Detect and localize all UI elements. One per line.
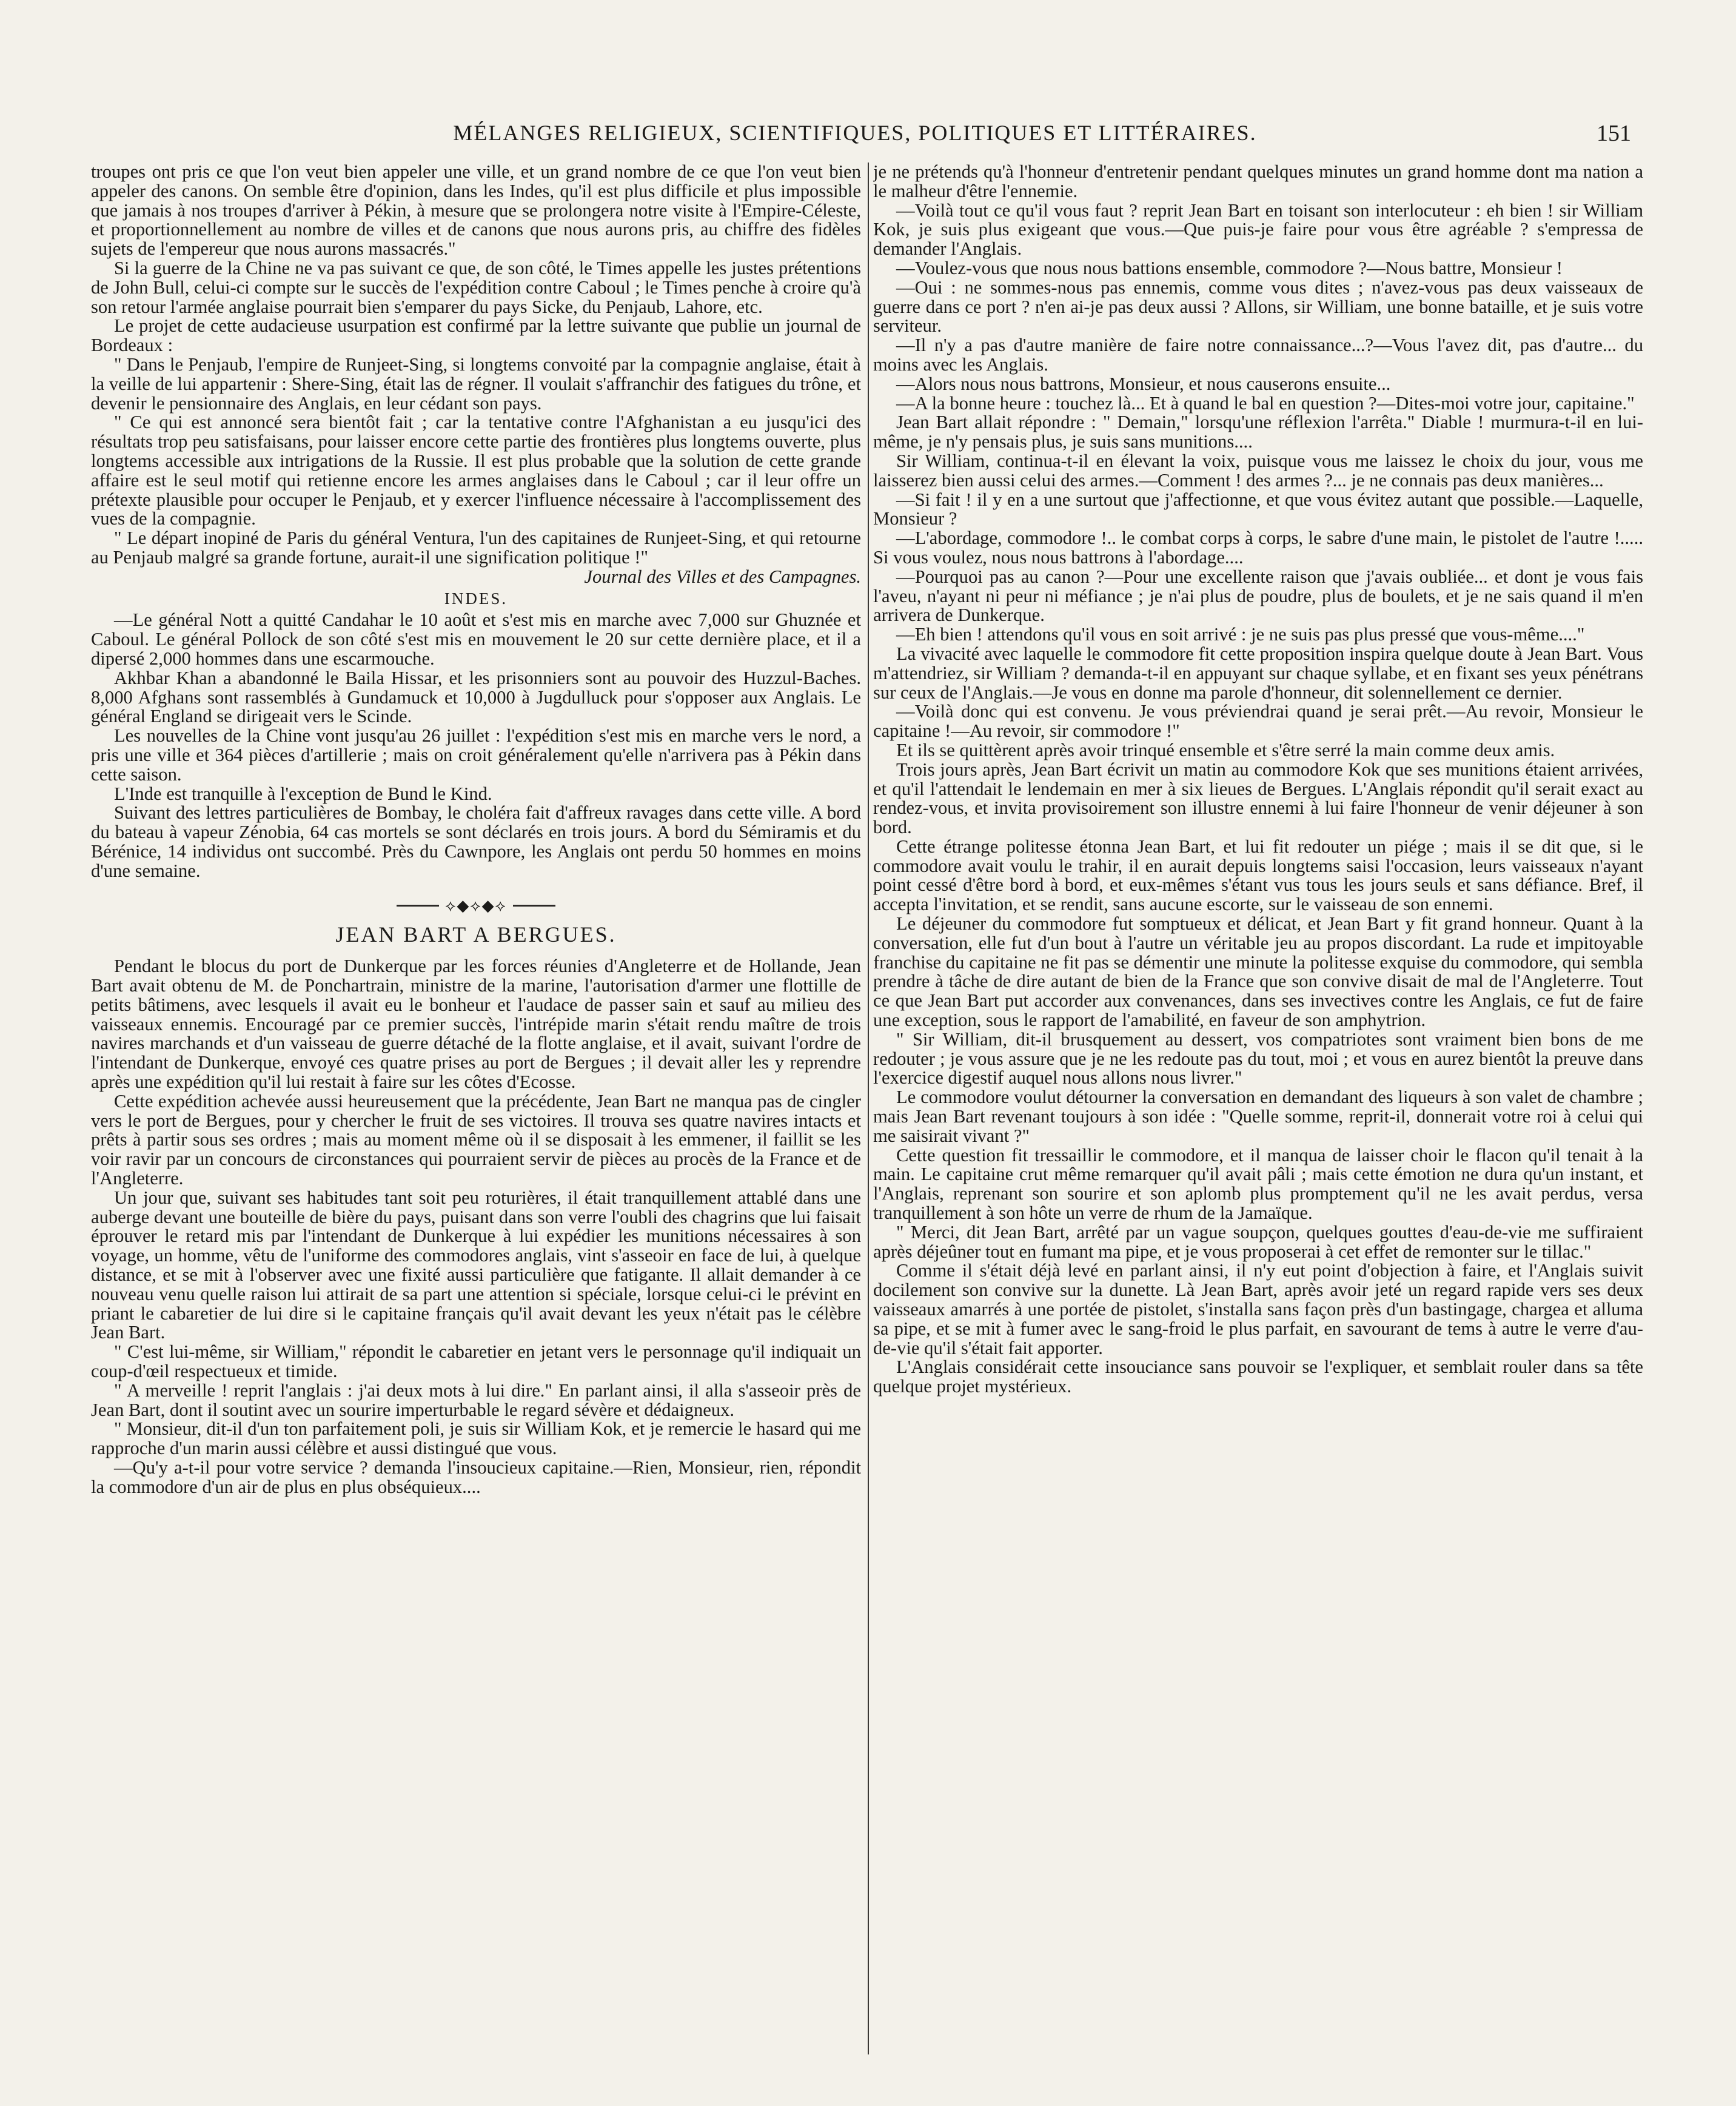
section-heading-indes: INDES.: [444, 589, 508, 608]
column-divider: [868, 163, 869, 2054]
paragraph: " Dans le Penjaub, l'empire de Runjeet-Sing, si longtems convoité par la compagnie anglaise, était à la veille de lui appartenir : Shere-Sing, était las de régner. Il voulait s'affranchir des fatigues du trône, et devenir le pensionnaire des Anglais, en leur cédant son pays.: [91, 354, 861, 414]
ornament-knot: ⟡◆⟡◆⟡: [445, 896, 507, 914]
paragraph: L'Anglais considérait cette insouciance sans pouvoir se l'expliquer, et semblait rouler dans sa tête quelque projet mystérieux.: [873, 1356, 1643, 1397]
paragraph: —Il n'y a pas d'autre manière de faire notre connaissance...?—Vous l'avez dit, pas d'autre... du moins avec les Anglais.: [873, 335, 1643, 375]
paragraph: La vivacité avec laquelle le commodore fit cette proposition inspira quelque doute à Jean Bart. Vous m'attendriez, sir William ? demanda-t-il en appuyant sur chaque syllabe, et en fixant ses yeux pénétrans sur ceux de l'Anglais.—Je vous en donne ma parole d'honneur, dit solennellement ce dernier.: [873, 643, 1643, 703]
paragraph: —L'abordage, commodore !.. le combat corps à corps, le sabre d'une main, le pistolet de l'autre !..... Si vous voulez, nous nous battrons à l'abordage....: [873, 528, 1643, 568]
paragraph: —Si fait ! il y en a une surtout que j'affectionne, et que vous évitez autant que possible.—Laquelle, Monsieur ?: [873, 489, 1643, 529]
paragraph: —Voilà tout ce qu'il vous faut ? reprit Jean Bart en toisant son interlocuteur : eh bien ! sir William Kok, je suis plus exigeant que vous.—Que puis-je faire pour vous être agréable ? s'empressa de demander l'Anglais.: [873, 200, 1643, 260]
paragraph: " Ce qui est annoncé sera bientôt fait ; car la tentative contre l'Afghanistan a eu jusqu'ici des résultats trop peu satisfaisans, pour laisser encore cette partie des frontières plus longtems ouverte, plus longtems accessible aux intrigations de la Russie. Il est plus probable que la solution de cette grande affaire est le seul motif qui retienne encore les armes anglaises dans le Caboul ; car il leur offre un prétexte plausible pour occuper le Penjaub, et y exercer l'influence nécessaire à l'accomplissement des vues de la compagnie.: [91, 412, 861, 529]
right-column: [873, 163, 1643, 2054]
paragraph: Trois jours après, Jean Bart écrivit un matin au commodore Kok que ses munitions étaient arrivées, et qu'il l'attendait le lendemain en mer à six lieues de Bergues. L'Anglais répondit qu'il serait exact au rendez-vous, et invita provisoirement son illustre ennemi à lui faire l'honneur de venir déjeuner à son bord.: [873, 759, 1643, 838]
page-header: [79, 120, 1631, 152]
paragraph: —Qu'y a-t-il pour votre service ? demanda l'insoucieux capitaine.—Rien, Monsieur, rien, répondit la commodore d'un air de plus en plus obséquieux....: [91, 1457, 861, 1497]
paragraph: —Oui : ne sommes-nous pas ennemis, comme vous dites ; n'avez-vous pas deux vaisseaux de guerre dans ce port ? n'en ai-je pas deux aussi ? Allons, sir William, une bonne bataille, et je suis votre serviteur.: [873, 277, 1643, 337]
ornament-bar-left: [397, 905, 439, 907]
paragraph: Le déjeuner du commodore fut somptueux et délicat, et Jean Bart y fit grand honneur. Quant à la conversation, elle fut d'un bout à l'autre un véritable jeu au propos discordant. La rude et impitoyable franchise du capitaine ne fit pas se démentir une minute la politesse exquise du commodore, qui sembla prendre à tâche de dire autant de bien de la France que son convive disait de mal de l'Angleterre. Tout ce que Jean Bart put accorder aux convenances, dans ses invectives contre les Anglais, ce fut de faire une exception, sous le rapport de l'amabilité, en faveur de son amphytrion.: [873, 913, 1643, 1031]
paragraph: " A merveille ! reprit l'anglais : j'ai deux mots à lui dire." En parlant ainsi, il alla s'asseoir près de Jean Bart, dont il soutint avec un sourire imperturbable le regard sévère et dédaigneux.: [91, 1380, 861, 1420]
paragraph: " Monsieur, dit-il d'un ton parfaitement poli, je suis sir William Kok, et je remercie le hasard qui me rapproche d'un marin aussi célèbre et aussi distingué que vous.: [91, 1418, 861, 1459]
left-column: [91, 163, 861, 2054]
paragraph: Le commodore voulut détourner la conversation en demandant des liqueurs à son valet de chambre ; mais Jean Bart revenant toujours à son idée : "Quelle somme, reprit-il, donnerait votre roi à celui qui me saisirait vivant ?": [873, 1087, 1643, 1146]
paragraph: Un jour que, suivant ses habitudes tant soit peu roturières, il était tranquillement attablé dans une auberge devant une bouteille de bière du pays, puisant dans son verre l'oubli des chagrins que lui faisait éprouver le retard mis par l'intendant de Dunkerque à lui expédier les munitions nécessaires à son voyage, un homme, vêtu de l'uniforme des commodores anglais, vint s'asseoir en face de lui, à quelque distance, et se mit à l'observer avec une fixité aussi particulière que fatigante. Il allait demander à ce nouveau venu quelle raison lui attirait de sa part une attention si spéciale, lorsque celui-ci le prévint en priant le cabaretier de lui dire si le capitaine français qu'il avait devant les yeux n'était pas le célèbre Jean Bart.: [91, 1187, 861, 1343]
paragraph: —Alors nous nous battrons, Monsieur, et nous causerons ensuite...: [896, 373, 1391, 394]
paragraph: Les nouvelles de la Chine vont jusqu'au 26 juillet : l'expédition s'est mis en marche vers le nord, a pris une ville et 364 pièces d'artillerie ; mais on croit généralement qu'elle n'arrivera pas à Pékin dans cette saison.: [91, 725, 861, 785]
paragraph: —A la bonne heure : touchez là... Et à quand le bal en question ?—Dites-moi votre jour, capitaine.": [896, 392, 1635, 414]
paragraph: Comme il s'était déjà levé en parlant ainsi, il n'y eut point d'objection à faire, et l'Anglais suivit docilement son convive sur la dunette. Là Jean Bart, après avoir jeté un regard rapide vers ses deux vaisseaux amarrés à une portée de pistolet, s'installa sans façon près d'un bastingage, chargea et alluma sa pipe, et se mit à fumer avec le sang-froid le plus parfait, en savourant de tems à autre le verre d'au-de-vie qu'il s'était fait apporter.: [873, 1260, 1643, 1358]
paragraph: Jean Bart allait répondre : " Demain," lorsqu'une réflexion l'arrêta." Diable ! murmura-t-il en lui-même, je n'y pensais plus, je suis sans munitions....: [873, 412, 1643, 452]
paragraph: Pendant le blocus du port de Dunkerque par les forces réunies d'Angleterre et de Hollande, Jean Bart avait obtenu de M. de Ponchartrain, ministre de la marine, l'autorisation d'armer une flottille de petits bâtimens, avec lesquels il avait eu le bonheur et l'audace de passer sain et sauf au milieu des vaisseaux ennemis. Encouragé par ce premier succès, l'intrépide marin s'était rendu maître de trois navires marchands et d'un vaisseau de guerre détaché de la flotte anglaise, et il avait, suivant l'ordre de l'intendant de Dunkerque, envoyé ces quatre prises au port de Bergues ; il devait aller les y reprendre après une expédition qu'il lui restait à faire sur les côtes d'Ecosse.: [91, 956, 861, 1093]
paragraph: —Pourquoi pas au canon ?—Pour une excellente raison que j'avais oubliée... et dont je vous fais l'aveu, n'ayant ni peur ni méfiance ; je n'ai plus de poudre, plus de boulets, et je ne sais quand il m'en arrivera de Dunkerque.: [873, 566, 1643, 626]
paragraph: Akhbar Khan a abandonné le Baila Hissar, et les prisonniers sont au pouvoir des Huzzul-Baches. 8,000 Afghans sont rassemblés à Gundamuck et 10,000 à Jugdulluck pour s'opposer aux Anglais. Le général England se dirigeait vers le Scinde.: [91, 667, 861, 727]
ornament-bar-right: [513, 905, 555, 907]
paragraph: " Le départ inopiné de Paris du général Ventura, l'un des capitaines de Runjeet-Sing, et qui retourne au Penjaub malgré sa grande fortune, aurait-il une signification politique !": [91, 528, 861, 568]
paragraph: Cette étrange politesse étonna Jean Bart, et lui fit redouter un piége ; mais il se dit que, si le commodore avait voulu le trahir, il en aurait depuis longtems saisi l'occasion, leurs vaisseaux n'ayant point cessé d'être bord à bord, et eux-mêmes s'étant vus tous les jours seuls et sans défiance. Bref, il accepta l'invitation, et se rendit, sans aucune escorte, sur le vaisseau de son ennemi.: [873, 836, 1643, 915]
ornament-divider: [91, 896, 861, 914]
paragraph: troupes ont pris ce que l'on veut bien appeler une ville, et un grand nombre de ce que l'on veut bien appeler des canons. On semble être d'opinion, dans les Indes, qu'il est plus difficile et plus impossible que jamais à nos troupes d'arriver à Pékin, à mesure que se prolongera notre visite à l'Empire-Céleste, et proportionnellement au nombre de villes et de canons que nous aurons pris, au chiffre des fidèles sujets de l'empereur que nous aurons massacrés.": [91, 163, 861, 260]
paragraph: Le projet de cette audacieuse usurpation est confirmé par la lettre suivante que publie un journal de Bordeaux :: [91, 315, 861, 356]
paragraph: —Eh bien ! attendons qu'il vous en soit arrivé : je ne suis pas plus pressé que vous-même....": [896, 624, 1585, 645]
source-name: Journal des Villes et des Campagnes.: [584, 566, 861, 587]
paragraph: —Voulez-vous que nous nous battions ensemble, commodore ?—Nous battre, Monsieur !: [896, 257, 1563, 278]
paragraph: L'Inde est tranquille à l'exception de Bund le Kind.: [114, 783, 492, 804]
page-number: 151: [1597, 121, 1631, 146]
paragraph: je ne prétends qu'à l'honneur d'entretenir pendant quelques minutes un grand homme dont ma nation a le malheur d'être l'ennemie.: [873, 163, 1643, 201]
paragraph: Cette expédition achevée aussi heureusement que la précédente, Jean Bart ne manqua pas de cingler vers le port de Bergues, pour y chercher le fruit de ses victoires. Il trouva ses quatre navires intacts et prêts à partir sous ses ordres ; mais au moment même où il se disposait à les emmener, il faillit se les voir ravir par un concours de circonstances qui pourraient servir de pièces au procès de la France et de l'Angleterre.: [91, 1090, 861, 1189]
paragraph: —Le général Nott a quitté Candahar le 10 août et s'est mis en marche avec 7,000 sur Ghuznée et Caboul. Le général Pollock de son côté s'est mis en mouvement le 20 sur cette dernière place, et il a dipersé 2,000 hommes dans une escarmouche.: [91, 609, 861, 669]
paragraph: Sir William, continua-t-il en élevant la voix, puisque vous me laissez le choix du jour, vous me laisserez bien aussi celui des armes.—Comment ! des armes ?... je ne connais pas deux manières...: [873, 450, 1643, 491]
article-title: JEAN BART A BERGUES.: [335, 922, 617, 947]
paragraph: Et ils se quittèrent après avoir trinqué ensemble et s'être serré la main comme deux amis.: [896, 739, 1555, 760]
paragraph: " Merci, dit Jean Bart, arrêté par un vague soupçon, quelques gouttes d'eau-de-vie me suffiraient après déjeûner tout en fumant ma pipe, et je vous proposerai à cet effet de remonter sur le tillac.": [873, 1221, 1643, 1262]
paragraph: Suivant des lettres particulières de Bombay, le choléra fait d'affreux ravages dans cette ville. A bord du bateau à vapeur Zénobia, 64 cas mortels se sont déclarés en trois jours. A bord du Sémiramis et du Bérénice, 14 individus ont succombé. Près du Cawnpore, les Anglais ont perdu 50 hommes en moins d'une semaine.: [91, 802, 861, 881]
paragraph: Cette question fit tressaillir le commodore, et il manqua de laisser choir le flacon qu'il tenait à la main. Le capitaine crut même remarquer qu'il avait pâli ; mais cette émotion ne dura qu'un instant, et l'Anglais, reprenant son sourire et son aplomb plus promptement qu'il ne les avait perdus, versa tranquillement à son hôte un verre de rhum de la Jamaïque.: [873, 1144, 1643, 1224]
paragraph: —Voilà donc qui est convenu. Je vous préviendrai quand je serai prêt.—Au revoir, Monsieur le capitaine !—Au revoir, sir commodore !": [873, 701, 1643, 742]
paragraph: Si la guerre de la Chine ne va pas suivant ce que, de son côté, le Times appelle les justes prétentions de John Bull, celui-ci compte sur le succès de l'expédition contre Caboul ; le Times penche à croire qu'à son retour l'armée anglaise pourrait bien s'emparer du pays Sicke, du Penjaub, Lahore, etc.: [91, 257, 861, 317]
running-title: MÉLANGES RELIGIEUX, SCIENTIFIQUES, POLITIQUES ET LITTÉRAIRES.: [453, 121, 1257, 145]
paragraph: " C'est lui-même, sir William," répondit le cabaretier en jetant vers le personnage qu'il indiquait un coup-d'œil respectueux et timide.: [91, 1341, 861, 1382]
paragraph: " Sir William, dit-il brusquement au dessert, vos compatriotes sont vraiment bien bons de me redouter ; je vous assure que je ne les redoute pas du tout, moi ; et vous en aurez bientôt la preuve dans l'exercice digestif auquel nous allons nous livrer.": [873, 1028, 1643, 1088]
source-citation: [91, 568, 861, 587]
